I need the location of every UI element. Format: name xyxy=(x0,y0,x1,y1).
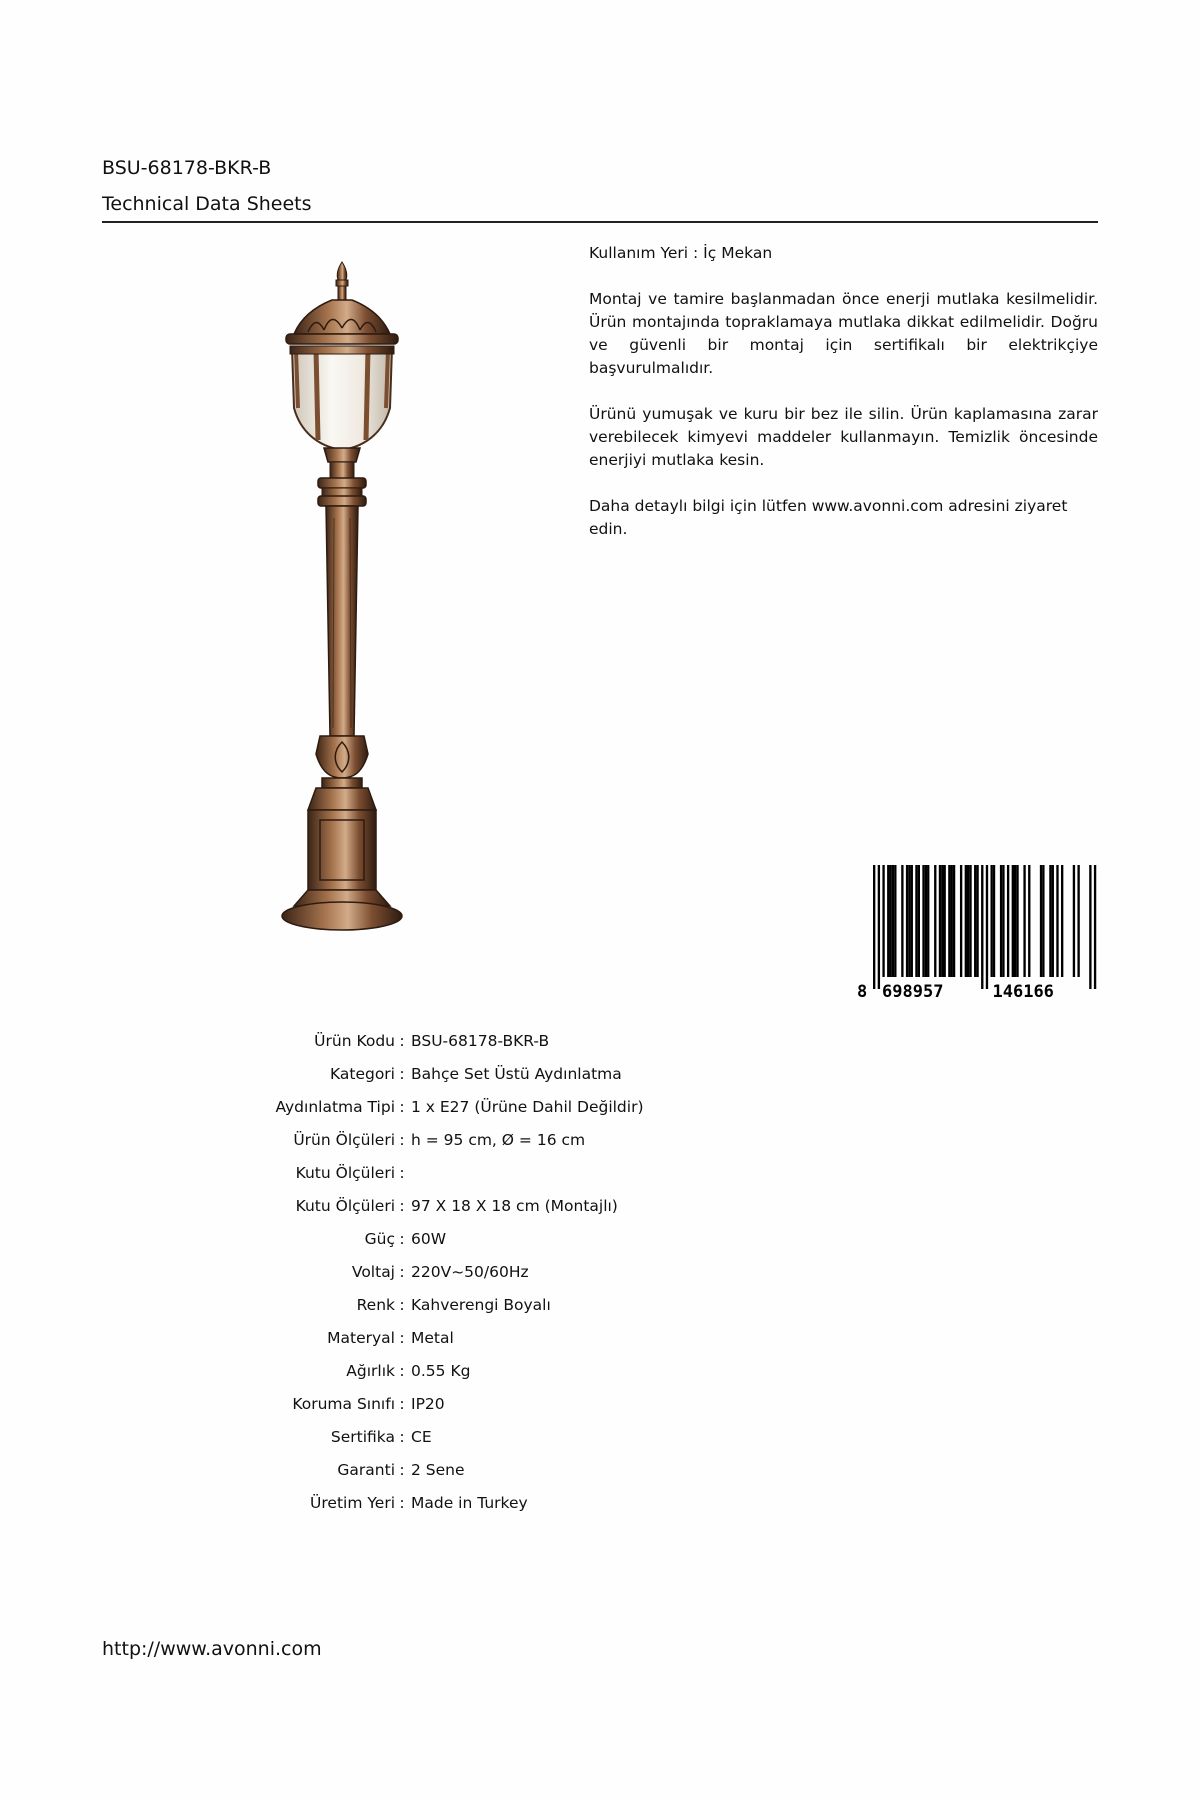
barcode-bar xyxy=(887,865,889,977)
barcode-bar xyxy=(1049,865,1051,977)
spec-row xyxy=(120,1222,644,1255)
barcode-digits: 8 xyxy=(857,982,868,1000)
spec-separator: : xyxy=(399,1328,405,1347)
spec-label: Koruma Sınıfı xyxy=(292,1394,395,1413)
spec-value: 97 X 18 X 18 cm (Montajlı) xyxy=(411,1196,618,1215)
spec-value: Kahverengi Boyalı xyxy=(411,1295,551,1314)
barcode-bar xyxy=(906,865,908,977)
spec-value: Bahçe Set Üstü Aydınlatma xyxy=(411,1064,622,1083)
spec-label: Güç xyxy=(364,1229,395,1248)
spec-label: Kutu Ölçüleri xyxy=(295,1196,395,1215)
barcode-bar xyxy=(1077,865,1079,977)
spec-row xyxy=(120,1024,644,1057)
barcode-bar xyxy=(1023,865,1025,977)
barcode-bar xyxy=(1040,865,1042,977)
barcode-bar xyxy=(944,865,946,977)
spec-label: Üretim Yeri xyxy=(310,1493,395,1512)
product-image xyxy=(272,258,412,938)
spec-separator: : xyxy=(399,1097,405,1116)
spec-row xyxy=(120,1420,644,1453)
barcode-bar xyxy=(1014,865,1016,977)
barcode-bar xyxy=(993,865,995,977)
barcode-bar xyxy=(915,865,917,977)
barcode-bar xyxy=(934,865,936,977)
barcode-bar xyxy=(1042,865,1044,977)
barcode-bar xyxy=(969,865,971,977)
spec-row xyxy=(120,1255,644,1288)
spec-row xyxy=(120,1453,644,1486)
spec-separator: : xyxy=(399,1163,405,1182)
spec-separator: : xyxy=(399,1295,405,1314)
spec-label: Ağırlık xyxy=(346,1361,395,1380)
barcode-bar xyxy=(927,865,929,977)
spec-separator: : xyxy=(399,1196,405,1215)
spec-separator: : xyxy=(399,1229,405,1248)
spec-table xyxy=(120,1024,644,1519)
barcode-bar xyxy=(1073,865,1075,977)
barcode-digits: 698957 xyxy=(882,982,944,1000)
barcode-bar xyxy=(1094,865,1096,989)
barcode-graphic xyxy=(855,865,1097,1000)
info-text xyxy=(589,242,1098,564)
barcode-bar xyxy=(1056,865,1058,977)
barcode-bar xyxy=(1061,865,1063,977)
barcode-bar xyxy=(939,865,941,977)
barcode-bar xyxy=(960,865,962,977)
spec-value: 2 Sene xyxy=(411,1460,465,1479)
spec-label: Materyal xyxy=(327,1328,395,1347)
product-code-title: BSU-68178-BKR-B xyxy=(102,157,272,179)
barcode-bar xyxy=(878,865,880,989)
spec-value: 60W xyxy=(411,1229,447,1248)
footer-url: http://www.avonni.com xyxy=(102,1638,322,1660)
barcode-bar xyxy=(986,865,988,989)
barcode-bar xyxy=(941,865,943,977)
barcode-bar xyxy=(967,865,969,977)
usage-location: Kullanım Yeri : İç Mekan xyxy=(589,244,773,262)
spec-row xyxy=(120,1090,644,1123)
barcode-bar xyxy=(1052,865,1054,977)
barcode-bar xyxy=(991,865,993,977)
spec-value: CE xyxy=(411,1427,432,1446)
barcode-digits: 146166 xyxy=(992,982,1054,1000)
spec-value: 220V~50/60Hz xyxy=(411,1262,529,1281)
barcode-bar xyxy=(894,865,896,977)
more-info-text: Daha detaylı bilgi için lütfen www.avonni.com adresini ziyaret edin. xyxy=(589,497,1068,538)
spec-separator: : xyxy=(399,1262,405,1281)
barcode-bar xyxy=(981,865,983,989)
installation-warning: Montaj ve tamire başlanmadan önce enerji mutlaka kesilmelidir. Ürün montajında topraklamaya mutlaka dikkat edilmelidir. Doğru ve güvenli bir montaj için sertifikalı bir elektrikçiye başvurulmalıdır. xyxy=(589,290,1098,377)
spec-label: Sertifika xyxy=(330,1427,395,1446)
barcode-bar xyxy=(892,865,894,977)
spec-value: Metal xyxy=(411,1328,454,1347)
garden-lamp-illustration xyxy=(272,258,412,938)
spec-row xyxy=(120,1321,644,1354)
spec-row xyxy=(120,1123,644,1156)
spec-label: Ürün Ölçüleri xyxy=(293,1130,395,1149)
spec-label: Renk xyxy=(356,1295,395,1314)
barcode-bar xyxy=(1007,865,1009,977)
spec-separator: : xyxy=(399,1130,405,1149)
barcode-bar xyxy=(1012,865,1014,977)
spec-row xyxy=(120,1189,644,1222)
barcode-bar xyxy=(953,865,955,977)
barcode-bar xyxy=(1028,865,1030,977)
barcode-bar xyxy=(911,865,913,977)
spec-row xyxy=(120,1486,644,1519)
spec-value: Made in Turkey xyxy=(411,1493,528,1512)
barcode-bar xyxy=(951,865,953,977)
barcode-bar xyxy=(965,865,967,977)
barcode-bar xyxy=(974,865,976,977)
spec-value: BSU-68178-BKR-B xyxy=(411,1031,550,1050)
barcode-bar xyxy=(1016,865,1018,977)
barcode xyxy=(855,865,1097,1000)
barcode-bar xyxy=(1000,865,1002,977)
spec-value: IP20 xyxy=(411,1394,445,1413)
spec-separator: : xyxy=(399,1031,405,1050)
barcode-bar xyxy=(889,865,891,977)
spec-separator: : xyxy=(399,1361,405,1380)
spec-value: 1 x E27 (Ürüne Dahil Değildir) xyxy=(411,1097,644,1116)
spec-label: Voltaj xyxy=(351,1262,395,1281)
spec-row xyxy=(120,1288,644,1321)
barcode-bar xyxy=(918,865,920,977)
spec-value: 0.55 Kg xyxy=(411,1361,471,1380)
spec-separator: : xyxy=(399,1064,405,1083)
barcode-bar xyxy=(908,865,910,977)
barcode-bar xyxy=(1089,865,1091,989)
spec-label: Ürün Kodu xyxy=(314,1031,395,1050)
barcode-bar xyxy=(922,865,924,977)
barcode-bar xyxy=(976,865,978,977)
barcode-bar xyxy=(901,865,903,977)
spec-label: Kutu Ölçüleri xyxy=(295,1163,395,1182)
barcode-bar xyxy=(1002,865,1004,977)
spec-row xyxy=(120,1387,644,1420)
spec-row xyxy=(120,1354,644,1387)
cleaning-instructions: Ürünü yumuşak ve kuru bir bez ile silin. Ürün kaplamasına zarar verebilecek kimyevi maddeler kullanmayın. Temizlik öncesinde enerjiyi mutlaka kesin. xyxy=(589,405,1098,469)
barcode-bar xyxy=(882,865,884,977)
barcode-bar xyxy=(873,865,875,989)
spec-separator: : xyxy=(399,1427,405,1446)
header xyxy=(102,157,1097,215)
spec-label: Kategori xyxy=(329,1064,395,1083)
spec-value: h = 95 cm, Ø = 16 cm xyxy=(411,1130,586,1149)
spec-separator: : xyxy=(399,1460,405,1479)
barcode-bar xyxy=(948,865,950,977)
document-title: Technical Data Sheets xyxy=(102,193,312,215)
spec-separator: : xyxy=(399,1493,405,1512)
spec-label: Aydınlatma Tipi xyxy=(275,1097,395,1116)
spec-label: Garanti xyxy=(337,1460,395,1479)
spec-row xyxy=(120,1057,644,1090)
barcode-bar xyxy=(925,865,927,977)
spec-row xyxy=(120,1156,644,1189)
header-divider xyxy=(102,221,1098,223)
spec-separator: : xyxy=(399,1394,405,1413)
